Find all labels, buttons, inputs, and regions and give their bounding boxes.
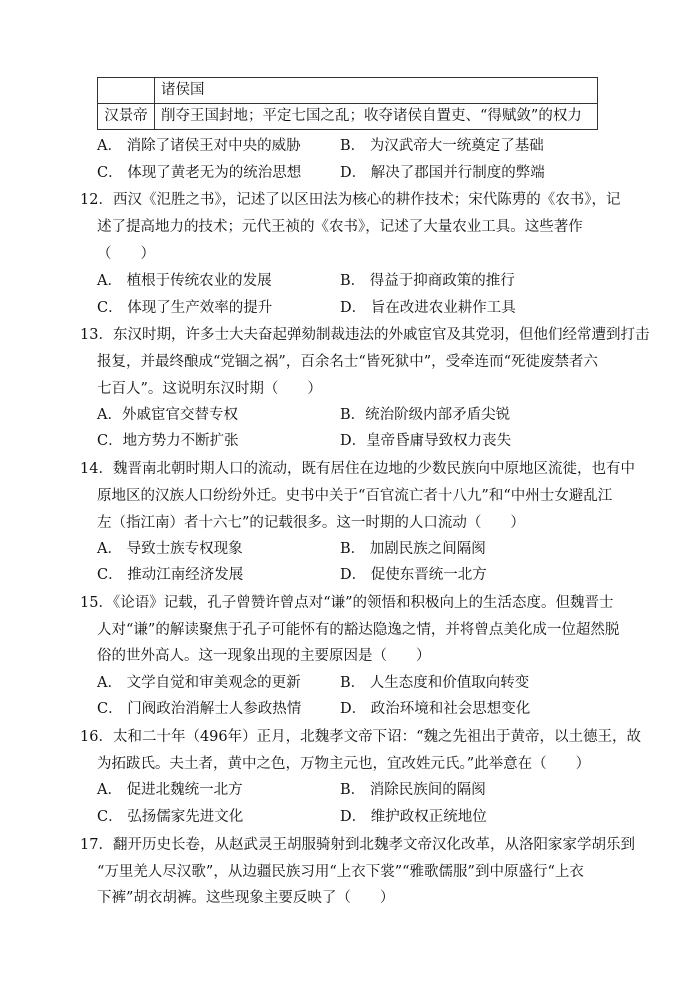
q15-stem-line: 人对“谦”的解读聚焦于孔子可能怀有的豁达隐逸之情，并将曾点美化成一位超然脱 <box>97 622 620 638</box>
q17-stem-line: 下裤”胡衣胡裤。这些现象主要反映了（ ） <box>97 890 395 906</box>
q15-option-d: D． 政治环境和社会思想变化 <box>340 701 531 717</box>
q13-stem-line: 七百人”。这说明东汉时期（ ） <box>97 381 322 397</box>
table-cell <box>98 78 155 104</box>
q14-option-c: C． 推动江南经济发展 <box>97 567 244 583</box>
q12-stem-line: （ ） <box>97 246 155 262</box>
table-row <box>98 104 598 130</box>
q15-stem-line: 15．《论语》记载，孔子曾赞许曾点对“谦”的领悟和积极向上的生活态度。但魏晋士 <box>80 595 614 611</box>
q12-stem-line: 述了提高地力的技术；元代王祯的《农书》，记述了大量农业工具。这些著作 <box>97 219 583 235</box>
q12-option-c: C． 体现了生产效率的提升 <box>97 300 273 316</box>
q11-option-a: A． 消除了诸侯王对中央的威胁 <box>97 138 301 154</box>
q11-option-b: B． 为汉武帝大一统奠定了基础 <box>340 138 544 154</box>
q14-stem-line: 14．魏晋南北朝时期人口的流动，既有居住在边地的少数民族向中原地区流徙，也有中 <box>80 461 635 477</box>
q16-option-d: D． 维护政权正统地位 <box>340 809 487 825</box>
q13-stem-line: 13．东汉时期，许多士大夫奋起弹劾制裁违法的外戚宦官及其党羽，但他们经常遭到打击 <box>80 327 650 343</box>
q13-stem-line: 报复，并最终酿成“党锢之祸”，百余名士“皆死狱中”，受牵连而“死徙废禁者六 <box>97 354 599 370</box>
table-cell: 汉景帝 <box>98 104 155 130</box>
q13-option-c: C．地方势力不断扩张 <box>97 433 239 449</box>
q12-option-b: B． 得益于抑商政策的推行 <box>340 273 515 289</box>
q12-option-d: D． 旨在改进农业耕作工具 <box>340 300 516 316</box>
q16-stem-line: 为拓跋氏。夫土者，黄中之色，万物主元也，宜改姓元氏。”此举意在（ ） <box>97 756 591 772</box>
q14-stem-line: 原地区的汉族人口纷纷外迁。史书中关于“百官流亡者十八九”和“中州士女避乱江 <box>97 488 613 504</box>
q15-option-c: C． 门阀政治消解士人参政热情 <box>97 701 302 717</box>
q11-option-d: D． 解决了郡国并行制度的弊端 <box>340 165 545 181</box>
q11-option-c: C． 体现了黄老无为的统治思想 <box>97 165 302 181</box>
table-cell: 削夺王国封地；平定七国之乱；收夺诸侯自置吏、“得赋敛”的权力 <box>155 104 598 130</box>
q16-option-b: B． 消除民族间的隔阂 <box>340 782 486 798</box>
policy-table <box>97 77 598 130</box>
q14-stem-line: 左（指江南）者十六七”的记载很多。这一时期的人口流动（ ） <box>97 515 525 531</box>
q13-option-a: A．外戚宦官交替专权 <box>97 407 238 423</box>
q15-option-b: B． 人生态度和价值取向转变 <box>340 675 530 691</box>
q15-option-a: A． 文学自觉和审美观念的更新 <box>97 675 301 691</box>
table-row <box>98 78 598 104</box>
q12-option-a: A． 植根于传统农业的发展 <box>97 273 272 289</box>
table-cell: 诸侯国 <box>155 78 598 104</box>
q14-option-b: B． 加剧民族之间隔阂 <box>340 541 486 557</box>
q16-stem-line: 16．太和二十年（496年）正月，北魏孝文帝下诏：“魏之先祖出于黄帝，以土德王，故 <box>80 729 642 745</box>
q13-option-d: D．皇帝昏庸导致权力丧失 <box>340 433 512 449</box>
q17-stem-line: 17．翻开历史长卷，从赵武灵王胡服骑射到北魏孝文帝汉化改革，从洛阳家家学胡乐到 <box>80 837 635 853</box>
q12-stem-line: 12．西汉《氾胜之书》，记述了以区田法为核心的耕作技术；宋代陈旉的《农书》，记 <box>80 192 621 208</box>
q16-option-c: C． 弘扬儒家先进文化 <box>97 809 244 825</box>
q15-stem-line: 俗的世外高人。这一现象出现的主要原因是（ ） <box>97 648 431 664</box>
q13-option-b: B．统治阶级内部矛盾尖锐 <box>340 407 511 423</box>
q14-option-d: D． 促使东晋统一北方 <box>340 567 487 583</box>
q16-option-a: A． 促进北魏统一北方 <box>97 782 243 798</box>
q17-stem-line: “万里羌人尽汉歌”，从边疆民族习用“上衣下裳”“雅歌儒服”到中原盛行“上衣 <box>97 864 584 880</box>
q14-option-a: A． 导致士族专权现象 <box>97 541 243 557</box>
